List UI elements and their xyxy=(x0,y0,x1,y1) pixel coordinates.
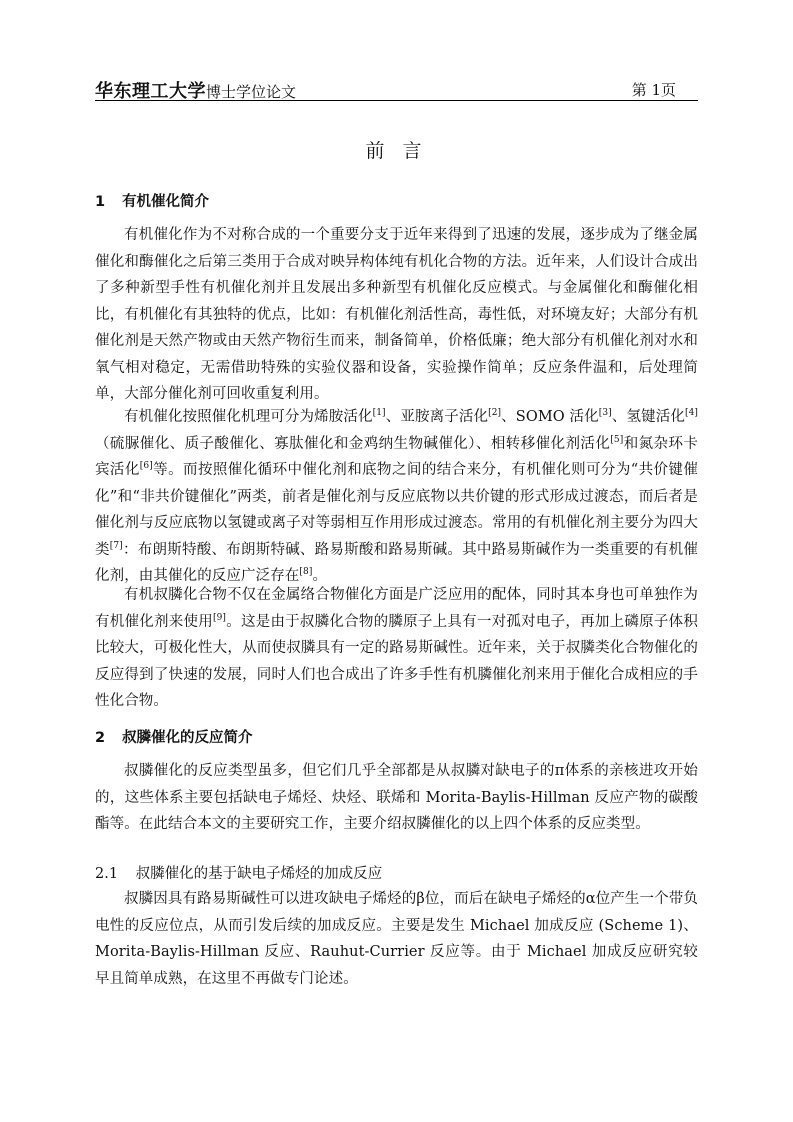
paragraph-4: 叔膦催化的反应类型虽多，但它们几乎全部都是从叔膦对缺电子的π体系的亲核进攻开始的，这些体系主要包括缺电子烯烃、炔烃、联烯和 Morita-Baylis-Hillman 反应产物的碳酸酯等。在此结合本文的主要研究工作，主要介绍叔膦催化的以上四个体系的反应类型。 xyxy=(95,763,698,832)
text-run: 有机催化按照催化机理可分为烯胺活化 xyxy=(124,409,373,425)
page-number: 第 1页 xyxy=(631,81,676,99)
text-run: 有机叔膦化合物不仅在金属络合物催化方面是广泛应用的配体，同时其本身也可单独作为有机催化剂来使用 xyxy=(95,587,698,630)
subsection-heading-2-1 xyxy=(95,862,382,883)
section-title: 叔膦催化的反应简介 xyxy=(122,730,253,746)
text-run: （硫脲催化、质子酸催化、寡肽催化和金鸡纳生物碱催化）、相转移催化剂活化 xyxy=(95,435,611,452)
subsection-number: 2.1 xyxy=(95,866,119,882)
text-run: 和氮杂环卡宾活化 xyxy=(95,435,699,478)
text-run: 等。而按照催化循环中催化剂和底物之间的结合来分，有机催化则可分为“共价键催化”和“非共价键催化”两类，前者是催化剂与反应底物以共价键的形式形成过渡态，而后者是催化剂与反应底物以氢键或离子对等弱相互作用形成过渡态。常用的有机催化剂主要分为四大类 xyxy=(95,462,698,558)
citation: [4] xyxy=(684,408,699,419)
paragraph-2 xyxy=(95,404,698,590)
text-run: ：布朗斯特酸、布朗斯特碱、路易斯酸和路易斯碱。其中路易斯碱作为一类重要的有机催化剂，由其催化的反应广泛存在 xyxy=(95,541,698,584)
citation: [2] xyxy=(488,408,502,419)
paragraph-1: 有机催化作为不对称合成的一个重要分支于近年来得到了迅速的发展，逐步成为了继金属催化和酶催化之后第三类用于合成对映异构体纯有机化合物的方法。近年来，人们设计合成出了多种新型手性有机催化剂并且发展出多种新型有机催化反应模式。与金属催化和酶催化相比，有机催化有其独特的优点，比如：有机催化剂活性高，毒性低，对环境友好；大部分有机催化剂是天然产物或由天然产物衍生而来，制备简单，价格低廉；绝大部分有机催化剂对水和氧气相对稳定，无需借助特殊的实验仪器和设备，实验操作简单；反应条件温和，后处理简单，大部分催化剂可回收重复利用。 xyxy=(95,227,698,402)
citation: [3] xyxy=(598,408,612,419)
section-number: 2 xyxy=(95,730,106,746)
chapter-title: 前 言 xyxy=(365,140,428,162)
page-header xyxy=(95,76,698,101)
text-run: 、氢键活化 xyxy=(611,409,685,425)
section-heading-2 xyxy=(95,726,253,747)
citation: [8] xyxy=(299,567,313,578)
degree-type: 博士学位论文 xyxy=(206,83,297,101)
paragraph-5: 叔膦因具有路易斯碱性可以进攻缺电子烯烃的β位，而后在缺电子烯烃的α位产生一个带负电性的反应位点，从而引发后续的加成反应。主要是发生 Michael 加成反应 (Scheme 1)、Morita-Baylis-Hillman 反应、Rauhut-Currier 反应等。由于 Michael 加成反应研究较早且简单成熟，在这里不再做专门论述。 xyxy=(95,891,698,987)
text-run: 。 xyxy=(312,568,328,584)
citation: [1] xyxy=(372,408,386,419)
paragraph-3 xyxy=(95,582,698,715)
header-title xyxy=(95,77,296,103)
citation: [7] xyxy=(109,540,123,551)
text-run: 、亚胺离子活化 xyxy=(385,409,489,425)
citation: [6] xyxy=(139,461,153,472)
text-run: 。这是由于叔膦化合物的膦原子上具有一对孤对电子，再加上磷原子体积比较大，可极化性大，从而使叔膦具有一定的路易斯碱性。近年来，关于叔膦类化合物催化的反应得到了快速的发展，同时人们也合成出了许多手性有机膦催化剂来用于催化合成相应的手性化合物。 xyxy=(95,613,698,709)
section-heading-1 xyxy=(95,190,209,211)
text-run: 、SOMO 活化 xyxy=(501,409,599,425)
section-number: 1 xyxy=(95,194,106,210)
subsection-title: 叔膦催化的基于缺电子烯烃的加成反应 xyxy=(135,866,383,882)
section-title: 有机催化简介 xyxy=(122,194,210,210)
university-name: 华东理工大学 xyxy=(95,81,206,102)
citation: [9] xyxy=(212,612,227,623)
citation: [5] xyxy=(610,434,624,445)
